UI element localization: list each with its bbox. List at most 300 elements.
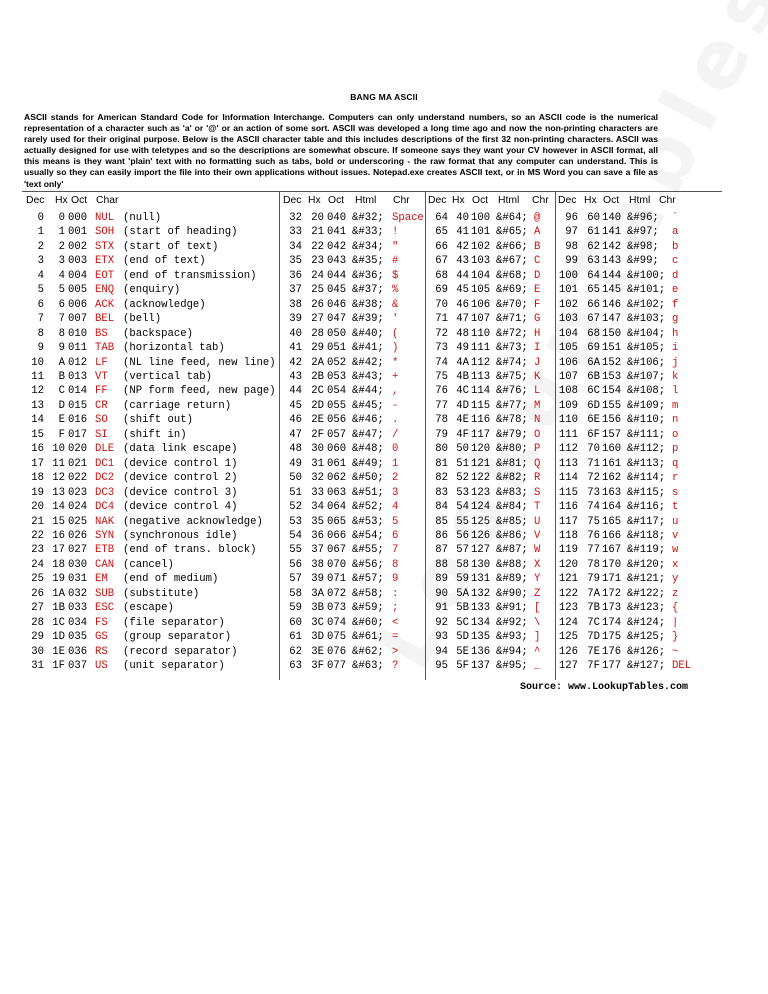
cell-html: &#90; [496,587,528,600]
table-rows [426,212,554,675]
cell-hex: 5F [456,660,469,673]
table-row [280,660,424,674]
cell-dec: 59 [289,602,302,615]
cell-hex: 4B [456,370,469,383]
cell-chr: f [672,298,679,311]
cell-hex: 1C [52,616,65,629]
cell-html: &#34; [352,240,384,253]
cell-hex: 47 [456,313,469,326]
cell-char: RS [95,645,108,658]
cell-html: &#80; [496,443,528,456]
cell-oct: 004 [68,269,88,282]
cell-html: &#96; [627,212,659,224]
cell-dec: 76 [435,385,448,398]
header-oct: Oct [472,195,489,206]
table-row [280,226,424,240]
cell-oct: 130 [471,558,491,571]
cell-dec: 27 [31,602,44,615]
cell-dec: 71 [435,313,448,326]
cell-chr: < [392,616,399,629]
cell-chr: z [672,587,679,600]
cell-dec: 91 [435,602,448,615]
cell-chr: w [672,544,679,557]
cell-hex: 6C [587,385,600,398]
cell-hex: 41 [456,226,469,239]
cell-html: &#36; [352,269,384,282]
cell-oct: 073 [327,602,347,615]
cell-chr: R [534,472,541,485]
cell-dec: 89 [435,573,448,586]
cell-oct: 065 [327,515,347,528]
page-title: BANG MA ASCII [350,92,418,102]
cell-hex: 1B [52,602,65,615]
cell-hex: 1 [58,226,65,239]
cell-dec: 83 [435,486,448,499]
cell-hex: 18 [52,558,65,571]
cell-char: BS [95,327,108,340]
cell-dec: 23 [31,544,44,557]
cell-hex: 1F [52,660,65,673]
header-oct: Oct [328,195,345,206]
cell-oct: 112 [471,356,491,369]
table-row [556,429,698,443]
cell-oct: 135 [471,631,491,644]
cell-html: &#117; [627,515,666,528]
source-credit: Source: www.LookupTables.com [520,682,689,693]
cell-oct: 031 [68,573,88,586]
cell-chr: | [672,616,679,629]
cell-oct: 143 [602,255,622,268]
table-row [556,544,698,558]
cell-description: (carriage return) [123,399,232,412]
cell-hex: 4A [456,356,469,369]
cell-dec: 8 [37,327,44,340]
table-row [280,646,424,660]
cell-html: &#127; [627,660,666,673]
cell-dec: 63 [289,660,302,673]
cell-dec: 95 [435,660,448,673]
cell-description: (acknowledge) [123,298,206,311]
cell-html: &#40; [352,327,384,340]
cell-oct: 133 [471,602,491,615]
cell-hex: 60 [587,212,600,224]
cell-hex: 40 [456,212,469,224]
cell-chr: ? [392,660,399,673]
cell-hex: 55 [456,515,469,528]
table-row [426,284,554,298]
cell-html: &#79; [496,428,528,441]
cell-char: STX [95,240,115,253]
cell-oct: 064 [327,501,347,514]
table-row [280,400,424,414]
cell-dec: 82 [435,472,448,485]
cell-html: &#121; [627,573,666,586]
cell-dec: 34 [289,240,302,253]
cell-chr: u [672,515,679,528]
cell-oct: 131 [471,573,491,586]
cell-chr: - [392,399,399,412]
table-row [280,487,424,501]
cell-dec: 60 [289,616,302,629]
cell-oct: 151 [602,342,622,355]
cell-dec: 0 [37,212,44,224]
cell-hex: 54 [456,501,469,514]
cell-oct: 170 [602,558,622,571]
cell-hex: 19 [52,573,65,586]
header-hx: Hx [308,195,321,206]
cell-oct: 066 [327,529,347,542]
cell-oct: 075 [327,631,347,644]
cell-html: &#53; [352,515,384,528]
cell-dec: 32 [289,212,302,224]
cell-oct: 070 [327,558,347,571]
cell-html: &#125; [627,631,666,644]
cell-oct: 000 [68,212,88,224]
table-row [22,530,278,544]
table-row [556,212,698,226]
cell-hex: 66 [587,298,600,311]
cell-oct: 003 [68,255,88,268]
table-row [280,617,424,631]
cell-html: &#32; [352,212,384,224]
cell-dec: 68 [435,269,448,282]
table-row [22,501,278,515]
cell-oct: 077 [327,660,347,673]
cell-dec: 1 [37,226,44,239]
cell-chr: v [672,529,679,542]
cell-oct: 165 [602,515,622,528]
table-row [22,385,278,399]
cell-html: &#102; [627,298,666,311]
cell-dec: 72 [435,327,448,340]
cell-html: &#43; [352,370,384,383]
cell-hex: 6D [587,399,600,412]
cell-hex: D [58,399,65,412]
cell-oct: 050 [327,327,347,340]
cell-oct: 063 [327,486,347,499]
cell-hex: 39 [311,573,324,586]
cell-hex: 45 [456,284,469,297]
cell-hex: 65 [587,284,600,297]
table-row [556,342,698,356]
cell-char: DC2 [95,472,115,485]
table-row [426,646,554,660]
cell-dec: 111 [558,428,578,441]
table-row [280,414,424,428]
cell-html: &#64; [496,212,528,224]
cell-html: &#61; [352,631,384,644]
cell-hex: 43 [456,255,469,268]
cell-dec: 96 [565,212,578,224]
table-row [556,414,698,428]
cell-description: (null) [123,212,162,224]
header-dec: Dec [428,195,447,206]
table-row [22,342,278,356]
cell-html: &#67; [496,255,528,268]
header-dec: Dec [558,195,577,206]
cell-chr: # [392,255,399,268]
cell-html: &#94; [496,645,528,658]
cell-html: &#88; [496,558,528,571]
cell-dec: 113 [558,457,578,470]
cell-oct: 010 [68,327,88,340]
cell-char: EOT [95,269,115,282]
table-row [556,299,698,313]
table-row [556,516,698,530]
cell-hex: C [58,385,65,398]
cell-chr: 2 [392,472,399,485]
header-chr: Chr [393,195,410,206]
cell-chr: G [534,313,541,326]
cell-oct: 141 [602,226,622,239]
cell-description: (device control 2) [123,472,238,485]
cell-oct: 162 [602,472,622,485]
cell-chr: p [672,443,679,456]
cell-description: (file separator) [123,616,225,629]
cell-oct: 015 [68,399,88,412]
cell-dec: 115 [558,486,578,499]
cell-html: &#44; [352,385,384,398]
table-row [426,573,554,587]
cell-chr: [ [534,602,541,615]
cell-dec: 18 [31,472,44,485]
cell-chr: b [672,240,679,253]
table-row [22,443,278,457]
table-row [426,371,554,385]
table-row [426,559,554,573]
header-hx: Hx [55,195,68,206]
cell-chr: H [534,327,541,340]
cell-oct: 120 [471,443,491,456]
table-row [280,544,424,558]
table-row [426,313,554,327]
cell-oct: 122 [471,472,491,485]
cell-dec: 114 [558,472,578,485]
cell-hex: 0 [58,212,65,224]
cell-dec: 122 [558,587,578,600]
table-row [426,342,554,356]
cell-oct: 105 [471,284,491,297]
cell-html: &#41; [352,342,384,355]
cell-html: &#86; [496,529,528,542]
table-row [556,270,698,284]
cell-oct: 002 [68,240,88,253]
cell-hex: 21 [311,226,324,239]
cell-hex: 70 [587,443,600,456]
cell-oct: 020 [68,443,88,456]
cell-dec: 10 [31,356,44,369]
cell-hex: 38 [311,558,324,571]
cell-oct: 061 [327,457,347,470]
cell-dec: 74 [435,356,448,369]
cell-html: &#50; [352,472,384,485]
cell-chr: B [534,240,541,253]
cell-oct: 060 [327,443,347,456]
cell-hex: 56 [456,529,469,542]
cell-hex: 25 [311,284,324,297]
cell-dec: 94 [435,645,448,658]
cell-html: &#70; [496,298,528,311]
table-row [426,544,554,558]
table-row [426,414,554,428]
cell-chr: e [672,284,679,297]
cell-oct: 055 [327,399,347,412]
cell-hex: 75 [587,515,600,528]
header-dec: Dec [283,195,302,206]
cell-chr: d [672,269,679,282]
cell-html: &#38; [352,298,384,311]
cell-hex: 3F [311,660,324,673]
cell-dec: 88 [435,558,448,571]
cell-oct: 103 [471,255,491,268]
cell-description: (record separator) [123,645,238,658]
cell-dec: 97 [565,226,578,239]
table-row [280,212,424,226]
table-row [556,472,698,486]
table-header [22,192,278,210]
cell-dec: 80 [435,443,448,456]
cell-chr: r [672,472,679,485]
cell-dec: 19 [31,486,44,499]
cell-html: &#45; [352,399,384,412]
header-html: Html [629,195,651,206]
cell-hex: 6F [587,428,600,441]
cell-hex: 2D [311,399,324,412]
cell-html: &#107; [627,370,666,383]
cell-chr: q [672,457,679,470]
cell-oct: 125 [471,515,491,528]
cell-hex: 27 [311,313,324,326]
cell-oct: 071 [327,573,347,586]
table-row [22,299,278,313]
cell-hex: A [58,356,65,369]
table-row [280,631,424,645]
cell-dec: 20 [31,501,44,514]
cell-dec: 44 [289,385,302,398]
cell-hex: 7E [587,645,600,658]
table-header [556,192,698,210]
cell-dec: 47 [289,428,302,441]
cell-hex: 63 [587,255,600,268]
cell-hex: 6B [587,370,600,383]
cell-html: &#122; [627,587,666,600]
table-row [426,516,554,530]
cell-hex: 2A [311,356,324,369]
table-row [426,299,554,313]
table-row [426,487,554,501]
cell-hex: 7B [587,602,600,615]
cell-chr: @ [534,212,541,224]
cell-dec: 12 [31,385,44,398]
cell-oct: 104 [471,269,491,282]
cell-dec: 109 [558,399,578,412]
cell-chr: 9 [392,573,399,586]
cell-hex: 3E [311,645,324,658]
cell-html: &#106; [627,356,666,369]
cell-description: (synchronous idle) [123,529,238,542]
cell-hex: 2 [58,240,65,253]
table-row [556,241,698,255]
cell-char: NUL [95,212,115,224]
table-row [426,631,554,645]
cell-hex: 69 [587,342,600,355]
cell-dec: 81 [435,457,448,470]
table-row [426,429,554,443]
cell-dec: 56 [289,558,302,571]
table-row [280,299,424,313]
cell-description: (device control 1) [123,457,238,470]
cell-dec: 11 [31,370,44,383]
table-row [280,559,424,573]
cell-hex: 59 [456,573,469,586]
cell-dec: 41 [289,342,302,355]
table-row [556,559,698,573]
cell-chr: O [534,428,541,441]
cell-chr: Space [392,212,424,224]
cell-oct: 013 [68,370,88,383]
cell-dec: 127 [558,660,578,673]
cell-oct: 127 [471,544,491,557]
cell-oct: 177 [602,660,622,673]
cell-dec: 90 [435,587,448,600]
cell-chr: D [534,269,541,282]
cell-chr: } [672,631,679,644]
cell-html: &#68; [496,269,528,282]
cell-char: SUB [95,587,115,600]
cell-oct: 174 [602,616,622,629]
cell-html: &#39; [352,313,384,326]
cell-hex: 7C [587,616,600,629]
cell-dec: 40 [289,327,302,340]
table-row [426,660,554,674]
cell-html: &#92; [496,616,528,629]
cell-chr: > [392,645,399,658]
cell-oct: 016 [68,414,88,427]
cell-oct: 160 [602,443,622,456]
cell-hex: 1D [52,631,65,644]
table-row [22,559,278,573]
cell-html: &#83; [496,486,528,499]
cell-hex: 2B [311,370,324,383]
cell-description: (group separator) [123,631,232,644]
cell-chr: C [534,255,541,268]
cell-hex: 64 [587,269,600,282]
cell-html: &#77; [496,399,528,412]
cell-chr: P [534,443,541,456]
cell-dec: 110 [558,414,578,427]
cell-dec: 78 [435,414,448,427]
cell-chr: K [534,370,541,383]
cell-hex: 2E [311,414,324,427]
cell-hex: 14 [52,501,65,514]
cell-html: &#108; [627,385,666,398]
cell-hex: 23 [311,255,324,268]
cell-description: (horizontal tab) [123,342,225,355]
cell-html: &#63; [352,660,384,673]
cell-html: &#69; [496,284,528,297]
cell-oct: 150 [602,327,622,340]
cell-dec: 25 [31,573,44,586]
cell-html: &#124; [627,616,666,629]
cell-dec: 24 [31,558,44,571]
cell-hex: 3C [311,616,324,629]
cell-dec: 58 [289,587,302,600]
cell-oct: 067 [327,544,347,557]
table-row [22,631,278,645]
table-row [556,501,698,515]
cell-hex: 2F [311,428,324,441]
cell-oct: 032 [68,587,88,600]
